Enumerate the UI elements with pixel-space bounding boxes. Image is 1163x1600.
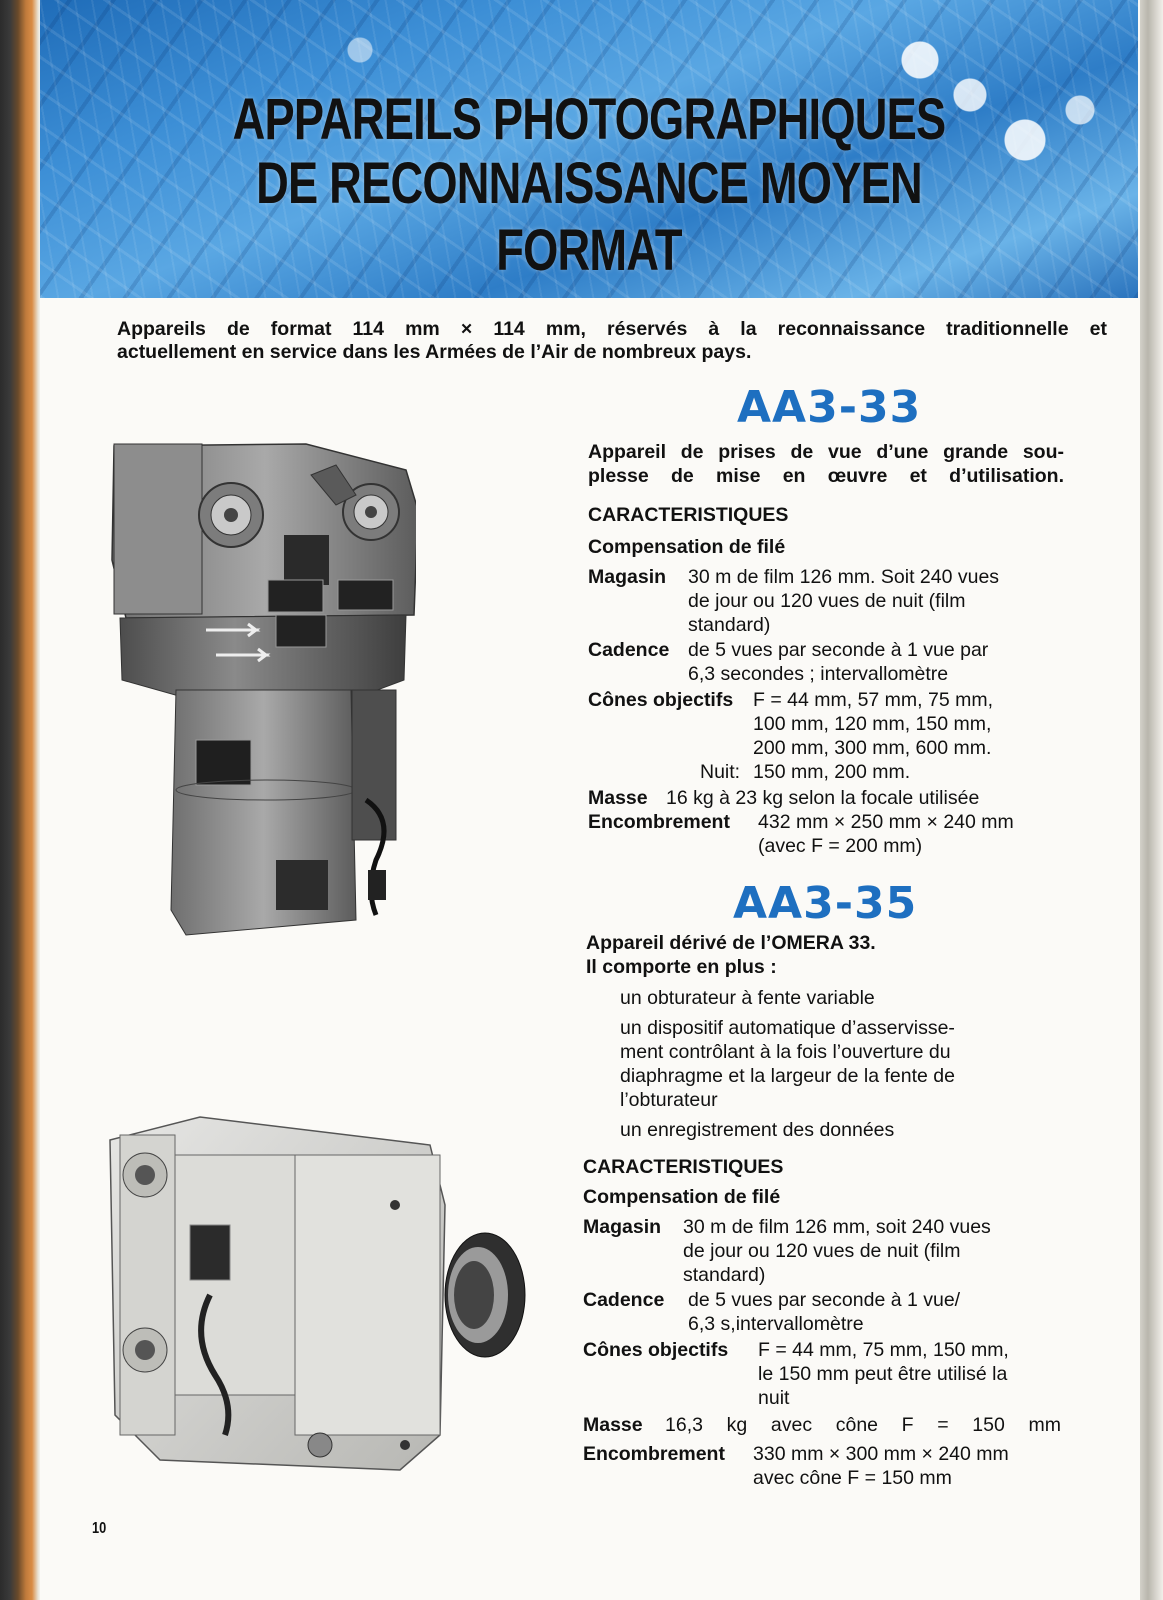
aa3-33-spec-cones (588, 688, 1072, 760)
spec-value: 16,3 kg avec cône F = 150 mm (665, 1414, 1061, 1436)
spec-label: Encombrement (583, 1443, 725, 1465)
spec-label: Cônes objectifs (583, 1339, 729, 1361)
spec-label: Masse (588, 787, 648, 809)
aa3-35-spec-cadence (583, 1288, 1063, 1336)
aa3-33-compensation: Compensation de filé (588, 536, 786, 558)
page-edge (1138, 0, 1163, 1600)
aa3-33-spec-encombrement (588, 810, 1068, 858)
spec-label: Masse (583, 1414, 643, 1436)
aa3-35-feature-2: un dispositif automatique d’asservisse- ment contrôlant à la fois l’ouverture du diaphragme et la largeur de la fente de l’obturateur (620, 1017, 955, 1111)
spec-label: Nuit: (700, 761, 741, 783)
spec-value: 30 m de film 126 mm. Soit 240 vues de jour ou 120 vues de nuit (film standard) (688, 566, 1000, 636)
aa3-33-spec-nuit (588, 760, 1068, 784)
spec-value: 150 mm, 200 mm. (753, 761, 911, 783)
aa3-35-desc-line1: Appareil dérivé de l’OMERA 33. (586, 932, 876, 954)
aa3-35-spec-magasin (583, 1215, 1063, 1287)
intro-paragraph (117, 318, 1107, 364)
spec-value: 16 kg à 23 kg selon la focale utilisée (666, 787, 980, 809)
aa3-33-spec-masse (588, 786, 1068, 810)
aa3-33-characteristics-heading: CARACTERISTIQUES (588, 504, 789, 526)
spec-value: 432 mm × 250 mm × 240 mm (avec F = 200 mm) (758, 811, 1014, 857)
page-title-line1: APPAREILS PHOTOGRAPHIQUES (232, 87, 946, 152)
model-title-aa3-35: AA3-35 (733, 878, 918, 929)
spec-label: Cônes objectifs (588, 689, 734, 711)
intro-line1: Appareils de format 114 mm × 114 mm, réservés à la reconnaissance traditionnelle et (117, 318, 1107, 340)
aerial-photo-banner (40, 0, 1138, 298)
book-binding (0, 0, 40, 1600)
spec-value: 330 mm × 300 mm × 240 mm avec cône F = 150 mm (753, 1443, 1009, 1489)
aa3-35-camera-photo (100, 1115, 530, 1485)
aa3-35-desc-line2: Il comporte en plus : (586, 956, 777, 978)
aa3-35-feature-1: un obturateur à fente variable (620, 987, 875, 1009)
aa3-35-compensation: Compensation de filé (583, 1186, 781, 1208)
spec-value: F = 44 mm, 75 mm, 150 mm, le 150 mm peut être utilisé la nuit (758, 1339, 1009, 1409)
aa3-35-spec-cones (583, 1338, 1063, 1410)
aa3-33-description (588, 440, 1064, 488)
intro-line2: actuellement en service dans les Armées de l’Air de nombreux pays. (117, 341, 752, 363)
model-title-aa3-33: AA3-33 (737, 382, 922, 433)
spec-value: de 5 vues par seconde à 1 vue par 6,3 secondes ; intervallomètre (688, 639, 989, 685)
desc-line2: plesse de mise en œuvre et d’utilisation. (588, 465, 1064, 487)
aa3-33-spec-cadence (588, 638, 1068, 686)
spec-label: Cadence (583, 1289, 665, 1311)
aa3-33-camera-photo (106, 440, 416, 960)
desc-line1: Appareil de prises de vue d’une grande sou- (588, 441, 1064, 463)
spec-value: F = 44 mm, 57 mm, 75 mm, 100 mm, 120 mm, 150 mm, 200 mm, 300 mm, 600 mm. (753, 689, 994, 759)
page-title-line2: DE RECONNAISSANCE MOYEN FORMAT (256, 151, 922, 283)
aa3-35-spec-encombrement (583, 1442, 1063, 1490)
spec-value: 30 m de film 126 mm, soit 240 vues de jour ou 120 vues de nuit (film standard) (683, 1216, 991, 1286)
spec-label: Magasin (588, 566, 667, 588)
spec-value: de 5 vues par seconde à 1 vue/ 6,3 s,intervallomètre (688, 1289, 961, 1335)
aa3-33-spec-magasin (588, 565, 1068, 637)
spec-label: Cadence (588, 639, 670, 661)
aa3-35-spec-masse (583, 1413, 1063, 1437)
page-number: 10 (92, 1520, 107, 1537)
spec-label: Magasin (583, 1216, 662, 1238)
aa3-35-characteristics-heading: CARACTERISTIQUES (583, 1156, 784, 1178)
brochure-page (40, 0, 1140, 1600)
spec-label: Encombrement (588, 811, 730, 833)
aa3-35-feature-3: un enregistrement des données (620, 1119, 895, 1141)
